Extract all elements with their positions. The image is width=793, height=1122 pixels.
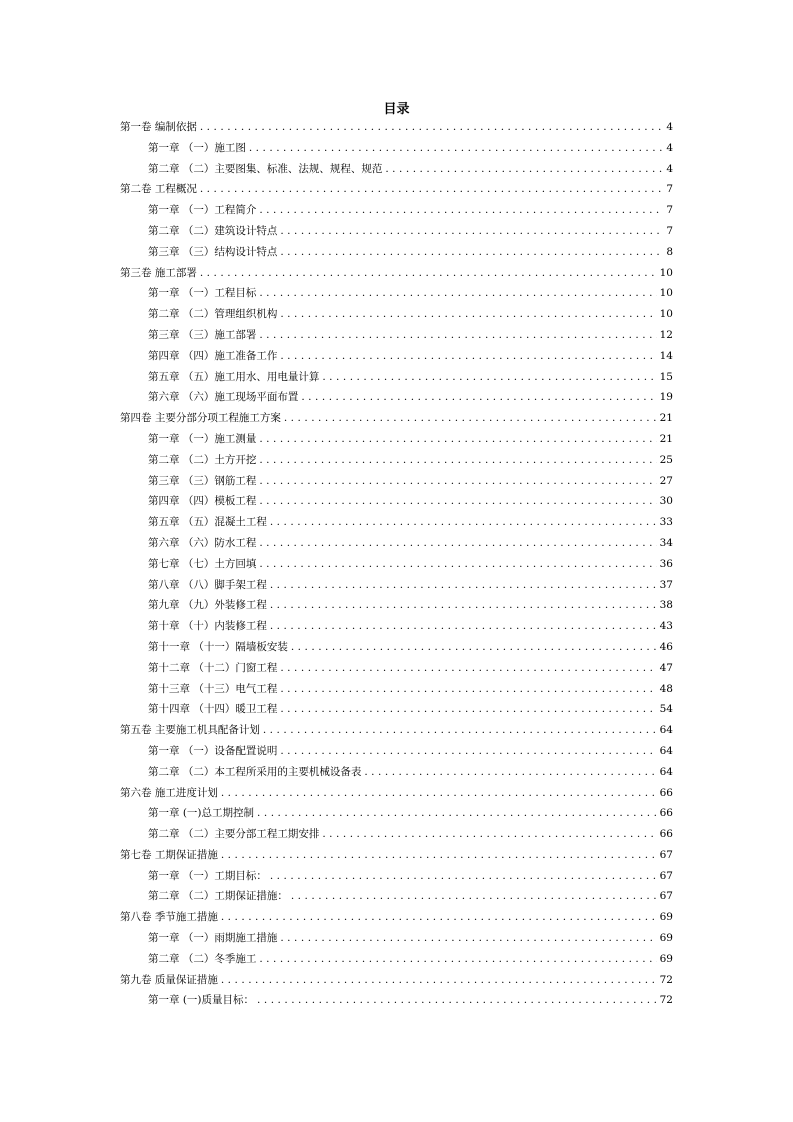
toc-entry-text: 第四章 （四）模板工程	[148, 495, 257, 508]
toc-dot-leader	[259, 471, 656, 492]
toc-dot-leader	[284, 408, 657, 429]
toc-entry-chapter[interactable]	[120, 221, 673, 242]
toc-entry-text: 第十一章 （十一）隔墙板安装	[148, 640, 288, 653]
toc-entry-chapter[interactable]	[120, 200, 673, 221]
toc-page-number: 67	[659, 890, 673, 903]
toc-title: 目录	[383, 102, 410, 117]
toc-dot-leader	[221, 907, 657, 928]
toc-entry-volume[interactable]	[120, 783, 673, 804]
toc-entry-text: 第二章 （二）土方开挖	[148, 453, 257, 466]
toc-entry-text: 第二卷 工程概况	[120, 183, 197, 196]
toc-entry-chapter[interactable]	[120, 450, 673, 471]
toc-page-number: 30	[659, 495, 673, 508]
toc-entry-text: 第六卷 施工进度计划	[120, 786, 218, 799]
toc-page-number: 72	[659, 994, 673, 1007]
toc-entry-chapter[interactable]	[120, 637, 673, 658]
toc-page-number: 14	[659, 349, 673, 362]
toc-entry-text: 第一章 (一)质量目标：	[148, 994, 255, 1007]
toc-dot-leader	[259, 450, 656, 471]
toc-entry-volume[interactable]	[120, 845, 673, 866]
toc-page-number: 69	[659, 952, 673, 965]
toc-page-number: 21	[659, 432, 673, 445]
toc-entry-text: 第三卷 施工部署	[120, 266, 197, 279]
toc-entry-text: 第一章 (一)总工期控制	[148, 807, 255, 820]
toc-page-number: 66	[659, 807, 673, 820]
toc-entry-text: 第一章 （一）工程目标	[148, 287, 257, 300]
toc-entry-chapter[interactable]	[120, 304, 673, 325]
toc-page-number: 21	[659, 412, 673, 425]
toc-entry-chapter[interactable]	[120, 533, 673, 554]
toc-entry-text: 第十三章 （十三）电气工程	[148, 682, 278, 695]
toc-entry-text: 第一章 （一）施工测量	[148, 432, 257, 445]
toc-dot-leader	[270, 595, 657, 616]
toc-dot-leader	[280, 346, 656, 367]
toc-page-number: 54	[659, 703, 673, 716]
toc-entry-chapter[interactable]	[120, 491, 673, 512]
toc-dot-leader	[322, 367, 656, 388]
toc-entry-text: 第七卷 工期保证措施	[120, 848, 218, 861]
toc-entry-chapter[interactable]	[120, 554, 673, 575]
toc-entry-volume[interactable]	[120, 179, 673, 200]
toc-page-number: 69	[659, 932, 673, 945]
toc-entry-text: 第二章 （二）主要图集、标准、法规、规程、规范	[148, 162, 383, 175]
toc-entry-chapter[interactable]	[120, 159, 673, 180]
toc-dot-leader	[259, 429, 656, 450]
toc-page-number: 7	[666, 224, 673, 237]
toc-page-number: 4	[666, 121, 673, 133]
toc-dot-leader	[259, 200, 663, 221]
toc-entry-text: 第四卷 主要分部分项工程施工方案	[120, 412, 281, 425]
toc-entry-text: 第二章 （二）工期保证措施：	[148, 890, 288, 903]
toc-page-number: 67	[659, 848, 673, 861]
toc-entry-chapter[interactable]	[120, 803, 673, 824]
toc-entry-volume[interactable]	[120, 720, 673, 741]
toc-entry-chapter[interactable]	[120, 471, 673, 492]
toc-dot-leader	[270, 616, 657, 637]
toc-entry-volume[interactable]	[120, 117, 673, 138]
toc-entry-chapter[interactable]	[120, 367, 673, 388]
toc-entry-text: 第三章 （三）钢筋工程	[148, 474, 257, 487]
toc-entry-text: 第八章 （八）脚手架工程	[148, 578, 267, 591]
toc-page-number: 66	[659, 828, 673, 841]
toc-page-number: 36	[659, 557, 673, 570]
toc-dot-leader	[257, 990, 657, 1011]
toc-dot-leader	[200, 263, 657, 284]
toc-page-number: 7	[666, 183, 673, 196]
toc-entry-text: 第三章 （三）施工部署	[148, 328, 257, 341]
toc-dot-leader	[280, 699, 656, 720]
toc-page-number: 43	[659, 620, 673, 633]
toc-entry-text: 第十章 （十）内装修工程	[148, 620, 267, 633]
toc-page-number: 8	[666, 245, 673, 258]
toc-dot-leader	[364, 762, 656, 783]
toc-entry-chapter[interactable]	[120, 762, 673, 783]
toc-entry-text: 第一章 （一）雨期施工措施	[148, 932, 278, 945]
toc-entry-chapter[interactable]	[120, 866, 673, 887]
toc-entry-chapter[interactable]	[120, 824, 673, 845]
toc-dot-leader	[280, 679, 656, 700]
toc-entry-text: 第五章 （五）混凝土工程	[148, 516, 267, 529]
toc-entry-text: 第十四章 （十四）暖卫工程	[148, 703, 278, 716]
toc-page-number: 10	[659, 287, 673, 300]
toc-entry-chapter[interactable]	[120, 658, 673, 679]
toc-entry-chapter[interactable]	[120, 616, 673, 637]
toc-entry-text: 第二章 （二）本工程所采用的主要机械设备表	[148, 765, 362, 778]
toc-dot-leader	[322, 824, 656, 845]
toc-entry-chapter[interactable]	[120, 283, 673, 304]
toc-entry-chapter[interactable]	[120, 387, 673, 408]
toc-page-number: 15	[659, 370, 673, 383]
toc-page-number: 25	[659, 453, 673, 466]
toc-entry-text: 第六章 （六）施工现场平面布置	[148, 391, 299, 404]
toc-entry-text: 第九卷 质量保证措施	[120, 973, 218, 986]
toc-entry-chapter[interactable]	[120, 242, 673, 263]
toc-page-number: 12	[659, 328, 673, 341]
toc-entry-chapter[interactable]	[120, 949, 673, 970]
toc-page-number: 10	[659, 308, 673, 321]
toc-entry-chapter[interactable]	[120, 325, 673, 346]
toc-entry-text: 第三章 （三）结构设计特点	[148, 245, 278, 258]
toc-dot-leader	[280, 221, 663, 242]
toc-dot-leader	[301, 387, 656, 408]
toc-entry-text: 第一章 （一）工程简介	[148, 204, 257, 217]
toc-page-number: 27	[659, 474, 673, 487]
toc-entry-text: 第二章 （二）主要分部工程工期安排	[148, 828, 320, 841]
toc-entry-text: 第五章 （五）施工用水、用电量计算	[148, 370, 320, 383]
toc-dot-leader	[280, 741, 656, 762]
toc-page-number: 33	[659, 516, 673, 529]
toc-dot-leader	[280, 928, 656, 949]
toc-entry-text: 第十二章 （十二）门窗工程	[148, 661, 278, 674]
toc-dot-leader	[249, 138, 663, 159]
toc-entry-text: 第一章 （一）施工图	[148, 141, 246, 154]
toc-page-number: 67	[659, 869, 673, 882]
toc-entry-text: 第一章 （一）工期目标：	[148, 869, 267, 882]
toc-page-number: 46	[659, 640, 673, 653]
toc-page-number: 4	[666, 162, 673, 175]
toc-entry-chapter[interactable]	[120, 990, 673, 1011]
toc-dot-leader	[291, 886, 657, 907]
toc-dot-leader	[200, 179, 663, 200]
toc-dot-leader	[259, 491, 656, 512]
toc-dot-leader	[221, 783, 657, 804]
toc-entry-text: 第六章 （六）防水工程	[148, 536, 257, 549]
toc-dot-leader	[270, 575, 657, 596]
toc-entry-chapter[interactable]	[120, 138, 673, 159]
toc-entry-text: 第八卷 季节施工措施	[120, 911, 218, 924]
toc-dot-leader	[259, 533, 656, 554]
toc-entry-chapter[interactable]	[120, 595, 673, 616]
toc-page-number: 34	[659, 536, 673, 549]
toc-entry-chapter[interactable]	[120, 346, 673, 367]
toc-dot-leader	[270, 866, 657, 887]
toc-entry-text: 第一章 （一）设备配置说明	[148, 744, 278, 757]
toc-entry-text: 第一卷 编制依据	[120, 121, 197, 133]
toc-page-number: 19	[659, 391, 673, 404]
toc-entry-chapter[interactable]	[120, 512, 673, 533]
toc-dot-leader	[263, 720, 657, 741]
toc-dot-leader	[200, 117, 663, 138]
toc-dot-leader	[280, 242, 663, 263]
toc-page-number: 47	[659, 661, 673, 674]
toc-page-number: 64	[659, 744, 673, 757]
toc-entry-volume[interactable]	[120, 970, 673, 991]
toc-entry-chapter[interactable]	[120, 699, 673, 720]
toc-entry-chapter[interactable]	[120, 928, 673, 949]
toc-entry-chapter[interactable]	[120, 575, 673, 596]
toc-page-number: 37	[659, 578, 673, 591]
table-of-contents	[120, 117, 673, 1011]
toc-page-number: 72	[659, 973, 673, 986]
toc-entry-volume[interactable]	[120, 907, 673, 928]
toc-dot-leader	[259, 325, 656, 346]
toc-entry-text: 第二章 （二）冬季施工	[148, 952, 257, 965]
toc-page-number: 10	[659, 266, 673, 279]
toc-entry-text: 第二章 （二）建筑设计特点	[148, 224, 278, 237]
toc-dot-leader	[259, 949, 656, 970]
toc-entry-chapter[interactable]	[120, 886, 673, 907]
toc-entry-volume[interactable]	[120, 408, 673, 429]
toc-page-number: 69	[659, 911, 673, 924]
toc-entry-volume[interactable]	[120, 263, 673, 284]
toc-dot-leader	[280, 304, 656, 325]
toc-page-number: 48	[659, 682, 673, 695]
toc-page-number: 7	[666, 204, 673, 217]
toc-entry-chapter[interactable]	[120, 741, 673, 762]
toc-entry-chapter[interactable]	[120, 679, 673, 700]
toc-page-number: 64	[659, 765, 673, 778]
toc-page-number: 66	[659, 786, 673, 799]
toc-entry-text: 第四章 （四）施工准备工作	[148, 349, 278, 362]
toc-page-number: 4	[666, 141, 673, 154]
toc-page-number: 38	[659, 599, 673, 612]
toc-dot-leader	[280, 658, 656, 679]
toc-entry-text: 第九章 （九）外装修工程	[148, 599, 267, 612]
toc-dot-leader	[257, 803, 657, 824]
toc-dot-leader	[270, 512, 657, 533]
toc-dot-leader	[259, 554, 656, 575]
toc-dot-leader	[221, 845, 657, 866]
toc-dot-leader	[291, 637, 657, 658]
toc-dot-leader	[259, 283, 656, 304]
toc-entry-text: 第七章 （七）土方回填	[148, 557, 257, 570]
toc-dot-leader	[221, 970, 657, 991]
toc-entry-text: 第二章 （二）管理组织机构	[148, 308, 278, 321]
toc-entry-text: 第五卷 主要施工机具配备计划	[120, 724, 260, 737]
toc-dot-leader	[385, 159, 663, 180]
toc-entry-chapter[interactable]	[120, 429, 673, 450]
toc-page-number: 64	[659, 724, 673, 737]
